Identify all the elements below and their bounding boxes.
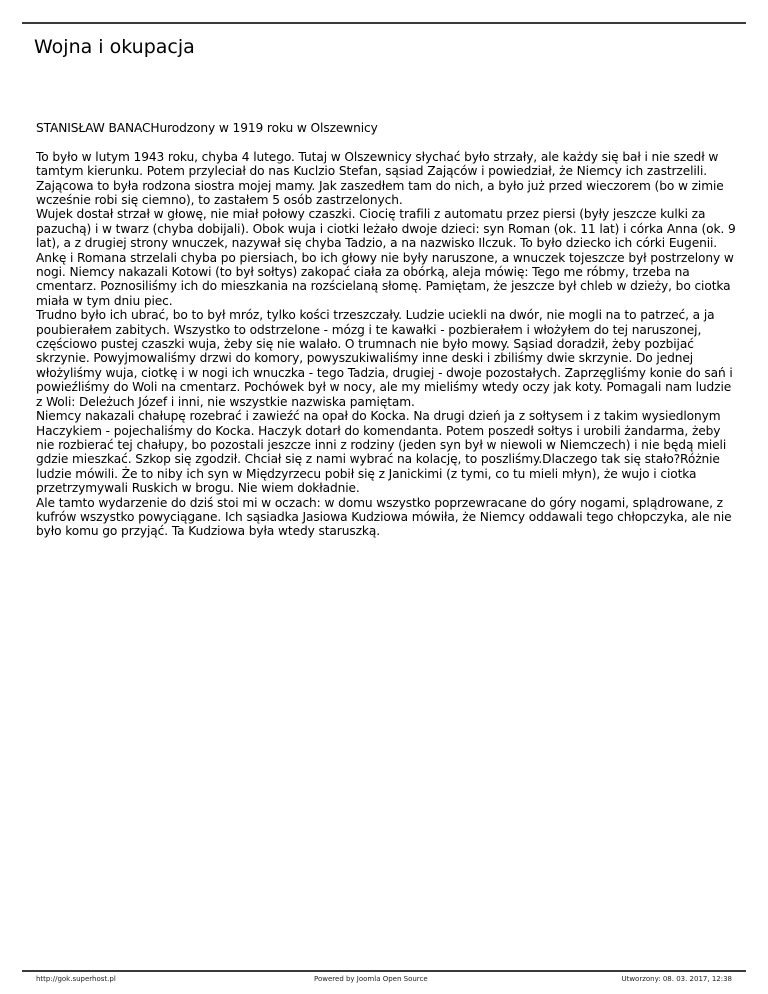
footer-powered-by: Powered by Joomla Open Source: [314, 975, 428, 983]
article-paragraph: Niemcy nakazali chałupę rozebrać i zawieźć na opał do Kocka. Na drugi dzień ja z sołtysem i z takim wysiedlonym Haczykiem - pojechaliśmy do Kocka. Haczyk dotarł do komendanta. Potem poszedł sołtys i urobili żandarma, żeby nie rozbierać tej chałupy, bo pozostali jeszcze inni z rodziny (jeden syn był w niewoli w Niemczech) i nie będą mieli gdzie mieszkać. Szkop się zgodził. Chciał się z nami wybrać na kolację, to poszliśmy.Dlaczego tak się stało?Różnie ludzie mówili. Że to niby ich syn w Międzyrzecu pobił się z Janickimi (z tymi, co tu mieli młyn), że wujo i ciotka przetrzymywali Ruskich w brogu. Nie wiem dokładnie.: [36, 409, 727, 496]
article-byline: STANISŁAW BANACHurodzony w 1919 roku w Olszewnicy: [36, 121, 378, 135]
article-body: [36, 121, 736, 539]
article-paragraph: Ale tamto wydarzenie do dziś stoi mi w oczach: w domu wszystko poprzewracane do góry nogami, splądrowane, z kufrów wszystko powyciągane. Ich sąsiadka Jasiowa Kudziowa mówiła, że Niemcy oddawali tego chłopczyka, ale nie było komu go przyjąć. Ta Kudziowa była wtedy staruszką.: [36, 495, 732, 539]
footer-rule: [22, 970, 746, 972]
article-paragraph: Trudno było ich ubrać, bo to był mróz, tylko kości trzeszczały. Ludzie uciekli na dwór, nie mogli na to patrzeć, a ja poubierałem zabitych. Wszystko to odstrzelone - mózg i te kawałki - pozbierałem i włożyłem do tej naruszonej, częściowo pustej czaszki wuja, żeby się nie walało. O trumnach nie było mowy. Sąsiad doradził, żeby pozbijać skrzynie. Powyjmowaliśmy drzwi do komory, powyszukiwaliśmy inne deski i zbiliśmy dwie skrzynie. Do jednej włożyliśmy wuja, ciotkę i w nogi ich wnuczka - tego Tadzia, drugiej - dwoje pozostałych. Zaprzęgliśmy konie do sań i powieźliśmy do Woli na cmentarz. Pochówek był w nocy, ale my mieliśmy wtedy oczy jak koty. Pomagali nam ludzie z Woli: Deleżuch Józef i inni, nie wszystkie nazwiska pamiętam.: [36, 308, 733, 409]
footer-site-url: http://gok.superhost.pl: [36, 975, 116, 983]
page-title: Wojna i okupacja: [34, 36, 195, 58]
page-footer: [36, 975, 732, 987]
footer-created-date: Utworzony: 08. 03. 2017, 12:38: [621, 975, 732, 983]
article-paragraph: To było w lutym 1943 roku, chyba 4 lutego. Tutaj w Olszewnicy słychać było strzały, ale każdy się bał i nie szedł w tamtym kierunku. Potem przyleciał do nas Kuclzio Stefan, sąsiad Zająców i powiedział, że Niemcy ich zastrzelili. Zającowa to była rodzona siostra mojej mamy. Jak zaszedłem tam do nich, a było już przed wieczorem (bo w zimie wcześnie robi się ciemno), to zastałem 5 osób zastrzelonych.: [36, 149, 724, 208]
article-paragraph: Wujek dostał strzał w głowę, nie miał połowy czaszki. Ciocię trafili z automatu przez piersi (były jeszcze kulki za pazuchą) i w twarz (chyba dobijali). Obok wuja i ciotki leżało dwoje dzieci: syn Roman (ok. 11 lat) i córka Anna (ok. 9 lat), a z drugiej strony wnuczek, nazywał się chyba Tadzio, a na nazwisko Ilczuk. To było dziecko ich córki Eugenii. Ankę i Romana strzelali chyba po piersiach, bo ich głowy nie były naruszone, a wnuczek tojeszcze był postrzelony w nogi. Niemcy nakazali Kotowi (to był sołtys) zakopać ciała za obórką, aleja mówię: Tego me róbmy, trzeba na cmentarz. Poznosiliśmy ich do mieszkania na rozścielaną słomę. Pamiętam, że jeszcze był chleb w dzieży, bo ciotka miała w tym dniu piec.: [36, 207, 736, 308]
header-rule: [22, 22, 746, 24]
